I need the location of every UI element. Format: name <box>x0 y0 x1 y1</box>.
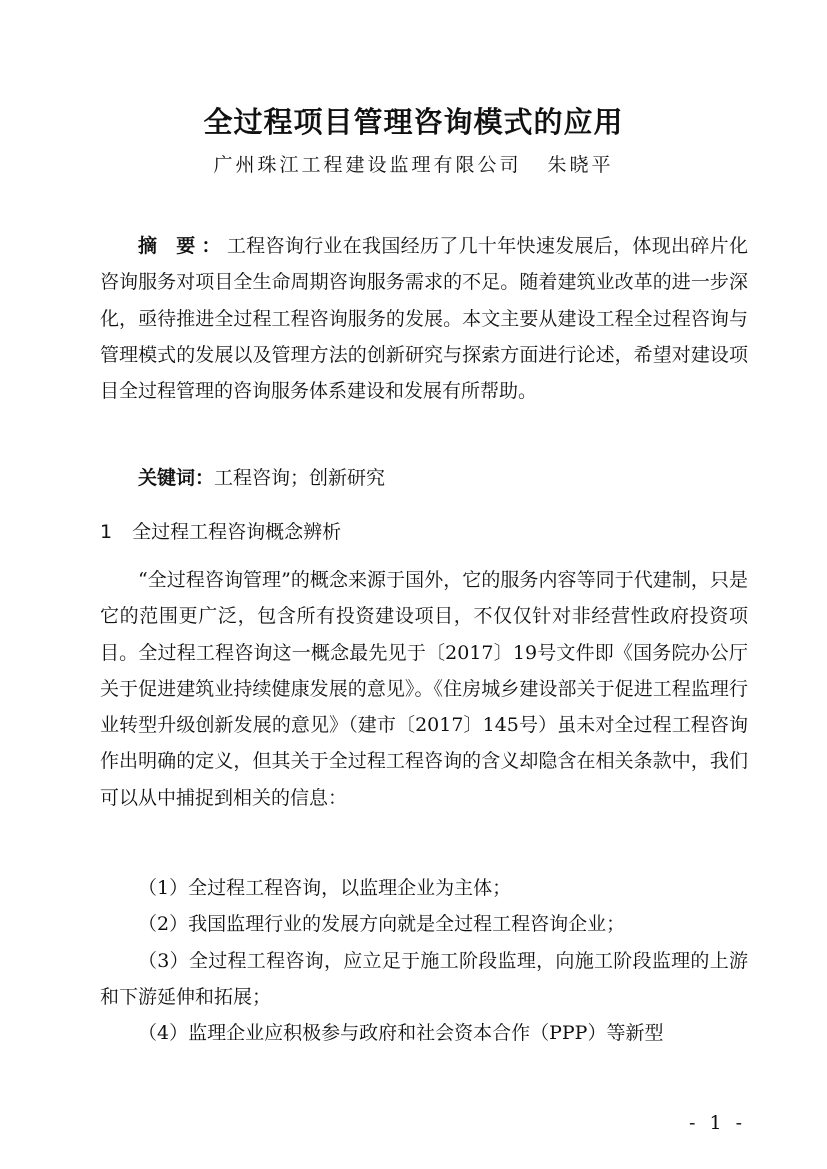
byline <box>0 150 827 177</box>
keywords-paragraph <box>100 460 748 496</box>
list-item: （4）监理企业应积极参与政府和社会资本合作（PPP）等新型 <box>138 1022 664 1045</box>
page-number: - 1 - <box>688 1112 746 1134</box>
keywords-label: 关键词： <box>138 467 215 489</box>
section-item-list <box>100 870 748 1051</box>
abstract-label: 摘 要： <box>138 235 227 257</box>
list-item: （3）全过程工程咨询，应立足于施工阶段监理，向施工阶段监理的上游和下游延伸和拓展； <box>100 949 748 1008</box>
keywords-text: 工程咨询；创新研究 <box>214 467 386 489</box>
abstract-paragraph <box>100 228 748 409</box>
abstract-text: 工程咨询行业在我国经历了几十年快速发展后，体现出碎片化咨询服务对项目全生命周期咨询服务需求的不足。随着建筑业改革的进一步深化，亟待推进全过程工程咨询服务的发展。本文主要从建设工程全过程咨询与管理模式的发展以及管理方法的创新研究与探索方面进行论述，希望对建设项目全过程管理的咨询服务体系建设和发展有所帮助。 <box>100 235 748 403</box>
section-number: 1 <box>100 521 113 543</box>
section-paragraph: “全过程咨询管理”的概念来源于国外，它的服务内容等同于代建制，只是它的范围更广泛，包含所有投资建设项目，不仅仅针对非经营性政府投资项目。全过程工程咨询这一概念最先见于〔2017〕19号文件即《国务院办公厅关于促进建筑业持续健康发展的意见》。《住房城乡建设部关于促进工程监理行业转型升级创新发展的意见》（建市〔2017〕145号）虽未对全过程工程咨询作出明确的定义，但其关于全过程工程咨询的含义却隐含在相关条款中，我们可以从中捕捉到相关的信息： <box>100 569 748 809</box>
list-item: （1）全过程工程咨询，以监理企业为主体； <box>138 877 512 899</box>
section-heading <box>100 514 341 550</box>
section-title: 全过程工程咨询概念辨析 <box>132 521 342 543</box>
list-item: （2）我国监理行业的发展方向就是全过程工程咨询企业； <box>138 913 626 936</box>
document-title: 全过程项目管理咨询模式的应用 <box>203 105 624 139</box>
byline-author: 朱晓平 <box>547 154 614 176</box>
byline-organization: 广州珠江工程建设监理有限公司 <box>213 154 522 176</box>
